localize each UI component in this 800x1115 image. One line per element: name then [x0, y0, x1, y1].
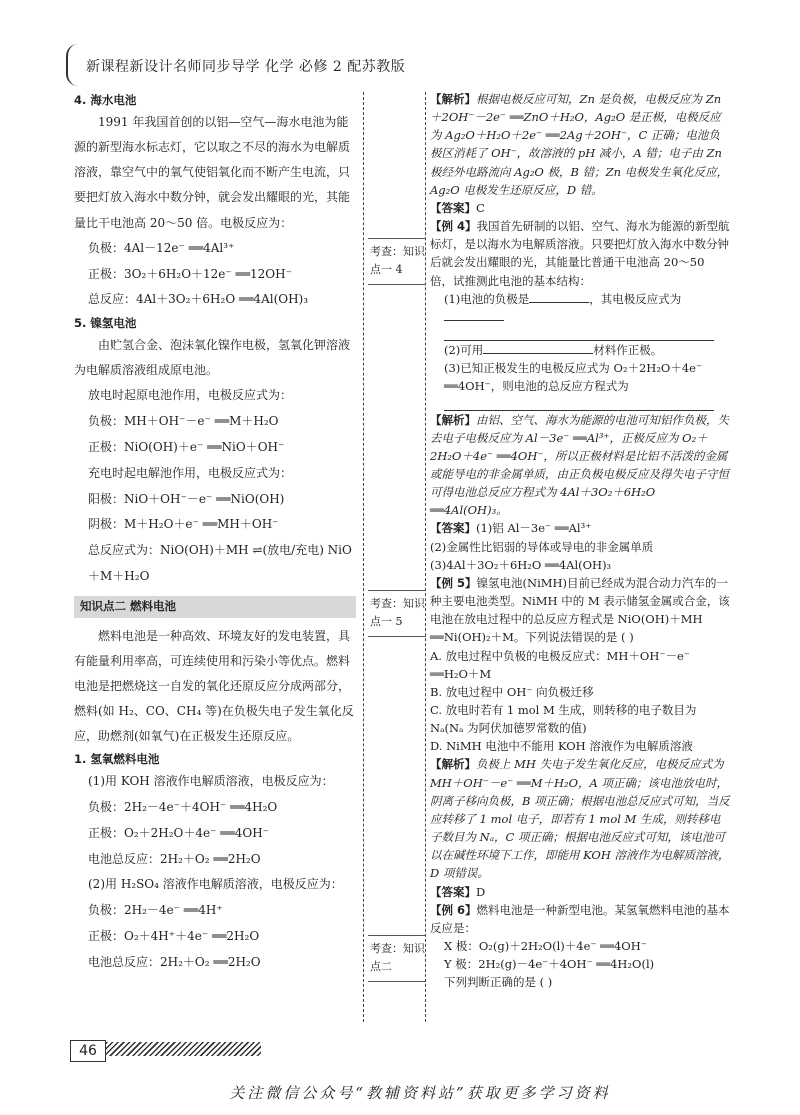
margin-note-2: 考查：知识点一 5	[368, 590, 426, 637]
answer-tag: 【答案】	[430, 884, 476, 899]
answer-blank[interactable]	[529, 292, 589, 303]
answer-text: (2)金属性比铝弱的导体或导电的非金属单质	[430, 539, 654, 554]
example-tag: 【例 4】	[430, 219, 477, 234]
answer-text: C	[476, 200, 485, 215]
equation: Y 极：2H₂(g)－4e⁻＋4OH⁻ ══4H₂O(l)	[444, 957, 655, 972]
column-divider-right	[425, 92, 426, 1022]
header-bracket	[66, 44, 78, 86]
answer-tag: 【答案】	[430, 521, 476, 536]
analysis-text: 负极上 MH 失电子发生氧化反应，电极反应式为 MH＋OH⁻－e⁻ ══M＋H₂O，A 项正确；该电池放电时，阴离子移向负极，B 项正确；根据电池总反应式可知，当反应转移了 1 mol 电子，即若有 1 mol M 生成，则转移电子数目为 Nₐ，C 项正确；根据电池反应式可知，该电池可以在碱性环境下工作，即能用 KOH 溶液作为电解质溶液，D 项错误。	[430, 757, 730, 881]
column-divider-left	[363, 92, 364, 1022]
text-line: (1)用 KOH 溶液作电解质溶液，电极反应为：	[88, 774, 334, 789]
section-title-4: 4. 海水电池	[74, 93, 137, 107]
equation: 负极：4Al－12e⁻ ══4Al³⁺	[88, 240, 235, 255]
equation: 负极：MH＋OH⁻－e⁻ ══M＋H₂O	[88, 414, 279, 429]
answer-text: (3)4Al＋3O₂＋6H₂O ══4Al(OH)₃	[430, 557, 612, 572]
example-text: 燃料电池是一种新型电池。某氢氧燃料电池的基本反应是：	[430, 902, 730, 935]
answer-text: (1)铝 Al－3e⁻ ══Al³⁺	[476, 521, 592, 536]
equation: 正极：NiO(OH)＋e⁻ ══NiO＋OH⁻	[88, 439, 285, 454]
margin-note-1: 考查：知识点一 4	[368, 238, 426, 285]
example-text: 我国首先研制的以铝、空气、海水为能源的新型航标灯，是以海水为电解质溶液。只要把灯放入海水中数分钟后就会发出耀眼的光，其能量比普通干电池高 20～50 倍，试推测此电池的基本结构：	[430, 219, 730, 288]
equation: 电池总反应：2H₂＋O₂ ══2H₂O	[88, 954, 261, 969]
text-line: (2)用 H₂SO₄ 溶液作电解质溶液，电极反应为：	[88, 877, 343, 892]
example-text: 镍氢电池(NiMH)目前已经成为混合动力汽车的一种主要电池类型。NiMH 中的 M 表示储氢金属或合金，该电池在放电过程中的总反应方程式是 NiO(OH)＋MH ══Ni(OH)₂＋M。下列说法错误的是 ( )	[430, 575, 730, 645]
analysis-tag: 【解析】	[430, 757, 476, 772]
page-header: 新课程新设计名师同步导学 化学 必修 2 配苏教版	[86, 59, 406, 75]
paragraph: 1991 年我国首创的以铝—空气—海水电池为能源的新型海水标志灯，它以取之不尽的海水为电解质溶液，靠空气中的氧气使铝氧化而不断产生电流，只要把灯放入海水中数分钟，就会发出耀眼的光，其能量比干电池高 20～50 倍。电极反应为：	[74, 114, 351, 230]
answer-blank[interactable]	[444, 310, 504, 321]
question-text: (3)已知正极发生的电极反应式为 O₂＋2H₂O＋4e⁻ ══4OH⁻，则电池的总反应方程式为	[444, 361, 703, 394]
option-a: A. 放电过程中负极的电极反应式：MH＋OH⁻－e⁻ ══H₂O＋M	[430, 648, 690, 681]
margin-note-3: 考查：知识点二	[368, 935, 426, 982]
equation: 电池总反应：2H₂＋O₂ ══2H₂O	[88, 851, 261, 866]
equation: 阴极：M＋H₂O＋e⁻ ══MH＋OH⁻	[88, 517, 279, 532]
analysis-text: 根据电极反应可知，Zn 是负极，电极反应为 Zn＋2OH⁻－2e⁻ ══ZnO＋H₂O，Ag₂O 是正极，电极反应为 Ag₂O＋H₂O＋2e⁻ ══2Ag＋2OH⁻，C 正确；电池负极区消耗了 OH⁻，故溶液的 pH 减小，A 错；电子由 Zn 极经外电路流向 Ag₂O 极，B 错；Zn 电极发生氧化反应，Ag₂O 电极发生还原反应，D 错。	[430, 92, 729, 197]
section-title-1: 1. 氢氧燃料电池	[74, 752, 160, 767]
footer-note: 关注微信公众号“教辅资料站”获取更多学习资料	[229, 1084, 611, 1102]
analysis-tag: 【解析】	[430, 92, 476, 106]
equation: 正极：3O₂＋6H₂O＋12e⁻ ══12OH⁻	[88, 266, 292, 281]
option-b: B. 放电过程中 OH⁻ 向负极迁移	[430, 684, 594, 699]
analysis-text: 由铝、空气、海水为能源的电池可知铝作负极，失去电子电极反应为 Al－3e⁻ ══Al³⁺，正极反应为 O₂＋2H₂O＋4e⁻ ══4OH⁻，所以正极材料是比铝不活泼的金属或能导电的非金属单质，由正负极电极反应及得失电子守恒可得电池总反应方程式为 4Al＋3O₂＋6H₂O ══4Al(OH)₃。	[430, 412, 729, 518]
equation: X 极：O₂(g)＋2H₂O(l)＋4e⁻ ══4OH⁻	[444, 939, 647, 954]
text-line: 放电时起原电池作用，电极反应式为：	[88, 388, 293, 403]
equation: 负极：2H₂－4e⁻＋4OH⁻ ══4H₂O	[88, 800, 278, 815]
answer-blank[interactable]	[483, 343, 593, 354]
equation: 总反应：4Al＋3O₂＋6H₂O ══4Al(OH)₃	[88, 292, 309, 307]
answer-blank[interactable]	[444, 326, 714, 341]
question-text: (1)电池的负极是	[444, 291, 530, 306]
question-text: (2)可用	[444, 343, 484, 358]
knowledge-point-bar: 知识点二 燃料电池	[74, 596, 356, 618]
option-d: D. NiMH 电池中不能用 KOH 溶液作为电解质溶液	[430, 739, 693, 754]
question-text: 材料作正极。	[593, 343, 663, 358]
equation: 阳极：NiO＋OH⁻－e⁻ ══NiO(OH)	[88, 491, 285, 506]
text-line: 充电时起电解池作用，电极反应式为：	[88, 465, 293, 480]
example-tag: 【例 6】	[430, 902, 477, 917]
right-column	[430, 90, 730, 992]
left-column	[74, 90, 356, 976]
answer-tag: 【答案】	[430, 200, 476, 215]
option-c: C. 放电时若有 1 mol M 生成，则转移的电子数目为 Nₐ(Nₐ 为阿伏加德罗常数的值)	[430, 703, 697, 736]
decorative-hatch	[106, 1042, 261, 1056]
answer-blank[interactable]	[444, 396, 714, 411]
page-number: 46	[70, 1040, 106, 1062]
question-text: 下列判断正确的是 ( )	[444, 975, 553, 990]
equation: 总反应式为：NiO(OH)＋MH ⇌(放电/充电) NiO＋M＋H₂O	[88, 543, 352, 583]
question-text: ，其电极反应式为	[589, 291, 682, 306]
equation: 正极：O₂＋2H₂O＋4e⁻ ══4OH⁻	[88, 825, 270, 840]
example-tag: 【例 5】	[430, 575, 477, 590]
section-title-5: 5. 镍氢电池	[74, 316, 137, 331]
paragraph: 燃料电池是一种高效、环境友好的发电装置，具有能量利用率高，可连续使用和污染小等优点。燃料电池是把燃烧这一自发的氧化还原反应分成两部分，燃料(如 H₂、CO、CH₄ 等)在负极失电子发生氧化反应，助燃剂(如氧气)在正极发生还原反应。	[74, 628, 354, 744]
answer-text: D	[476, 884, 486, 899]
equation: 负极：2H₂－4e⁻ ══4H⁺	[88, 903, 223, 918]
equation: 正极：O₂＋4H⁺＋4e⁻ ══2H₂O	[88, 929, 260, 944]
paragraph: 由贮氢合金、泡沫氧化镍作电极，氢氧化钾溶液为电解质溶液组成原电池。	[74, 337, 351, 378]
analysis-tag: 【解析】	[430, 412, 476, 427]
